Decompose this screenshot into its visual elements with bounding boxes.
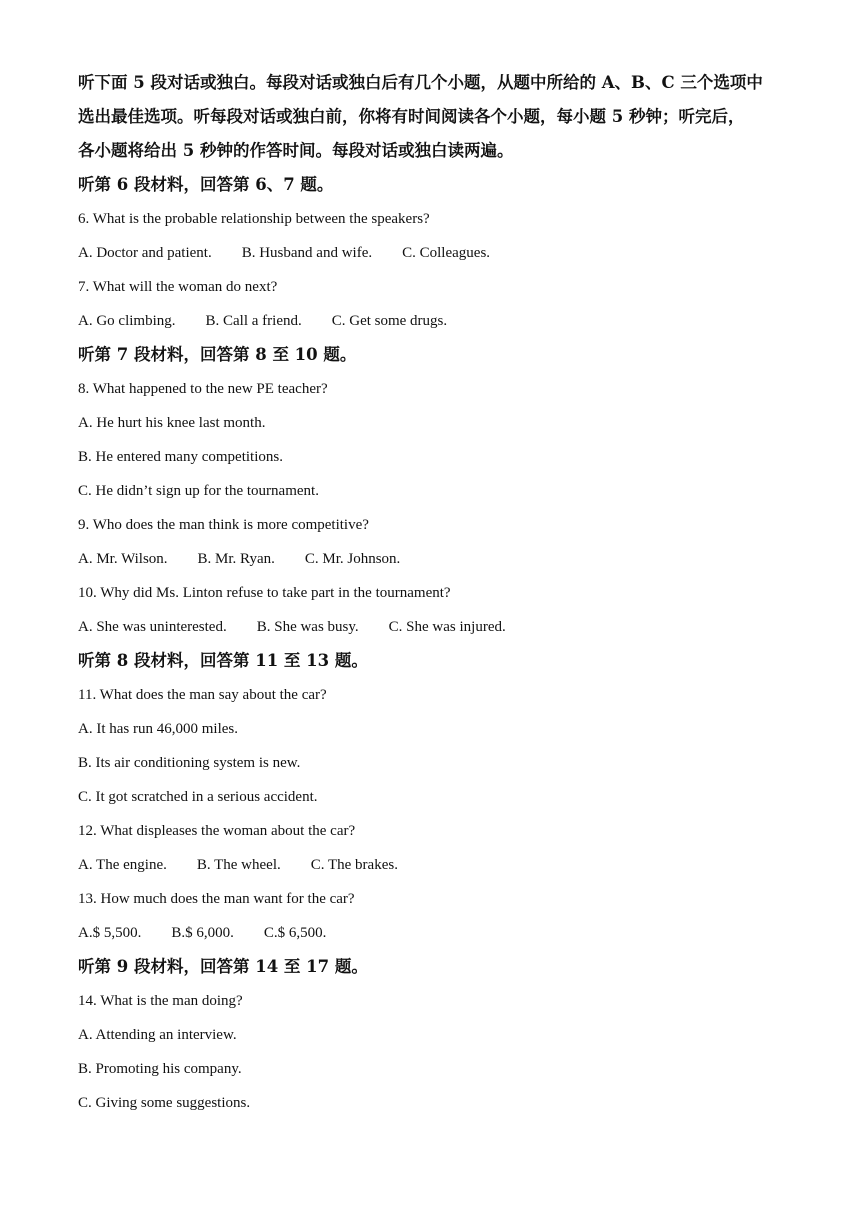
option-b: B. Call a friend. — [205, 313, 302, 329]
options-9 — [78, 542, 798, 576]
section-material-8 — [78, 644, 798, 950]
section-material-7 — [78, 338, 798, 644]
options-12 — [78, 848, 798, 882]
exam-page — [78, 66, 798, 1120]
option-b: B.$ 6,000. — [171, 925, 234, 941]
option-c: C. Mr. Johnson. — [304, 551, 401, 567]
instruction-line: 各小题将给出 5 秒钟的作答时间。每段对话或独白读两遍。 — [78, 141, 514, 160]
question-9: 9. Who does the man think is more competitive? — [78, 517, 369, 533]
option-c: C. It got scratched in a serious accident. — [78, 789, 318, 805]
instruction-line: 听下面 5 段对话或独白。每段对话或独白后有几个小题，从题中所给的 A、B、C 三个选项中 — [78, 73, 763, 92]
question-13: 13. How much does the man want for the car? — [78, 891, 355, 907]
question-7: 7. What will the woman do next? — [78, 279, 278, 295]
section-material-6 — [78, 168, 798, 338]
option-a: A. It has run 46,000 miles. — [78, 721, 238, 737]
question-10: 10. Why did Ms. Linton refuse to take part in the tournament? — [78, 585, 451, 601]
options-13 — [78, 916, 798, 950]
option-a: A. He hurt his knee last month. — [78, 415, 266, 431]
option-a: A. Attending an interview. — [78, 1027, 237, 1043]
listening-instructions — [78, 66, 798, 168]
option-b: B. Mr. Ryan. — [197, 551, 275, 567]
option-c: C.$ 6,500. — [263, 925, 327, 941]
option-a: A. She was uninterested. — [78, 619, 227, 635]
question-14: 14. What is the man doing? — [78, 993, 243, 1009]
option-b: B. The wheel. — [196, 857, 281, 873]
options-7 — [78, 304, 798, 338]
question-8: 8. What happened to the new PE teacher? — [78, 381, 328, 397]
option-c: C. Giving some suggestions. — [78, 1095, 251, 1111]
option-a: A.$ 5,500. — [78, 925, 142, 941]
instruction-line: 选出最佳选项。听每段对话或独白前，你将有时间阅读各个小题，每小题 5 秒钟；听完后， — [78, 107, 745, 126]
option-c: C. He didn’t sign up for the tournament. — [78, 483, 319, 499]
option-b: B. Its air conditioning system is new. — [78, 755, 301, 771]
option-a: A. Mr. Wilson. — [78, 551, 168, 567]
section-material-9 — [78, 950, 798, 1120]
section-heading: 听第 6 段材料，回答第 6、7 题。 — [78, 175, 334, 194]
option-c: C. She was injured. — [388, 619, 506, 635]
options-6 — [78, 236, 798, 270]
option-a: A. The engine. — [78, 857, 167, 873]
question-6: 6. What is the probable relationship between the speakers? — [78, 211, 430, 227]
option-c: C. Get some drugs. — [331, 313, 448, 329]
options-10 — [78, 610, 798, 644]
option-a: A. Go climbing. — [78, 313, 176, 329]
section-heading: 听第 8 段材料，回答第 11 至 13 题。 — [78, 651, 368, 670]
section-heading: 听第 7 段材料，回答第 8 至 10 题。 — [78, 345, 357, 364]
option-b: B. Promoting his company. — [78, 1061, 242, 1077]
question-12: 12. What displeases the woman about the car? — [78, 823, 356, 839]
option-c: C. The brakes. — [310, 857, 398, 873]
option-b: B. Husband and wife. — [241, 245, 373, 261]
section-heading: 听第 9 段材料，回答第 14 至 17 题。 — [78, 957, 368, 976]
option-c: C. Colleagues. — [402, 245, 491, 261]
option-b: B. She was busy. — [256, 619, 359, 635]
option-a: A. Doctor and patient. — [78, 245, 212, 261]
question-11: 11. What does the man say about the car? — [78, 687, 327, 703]
option-b: B. He entered many competitions. — [78, 449, 283, 465]
